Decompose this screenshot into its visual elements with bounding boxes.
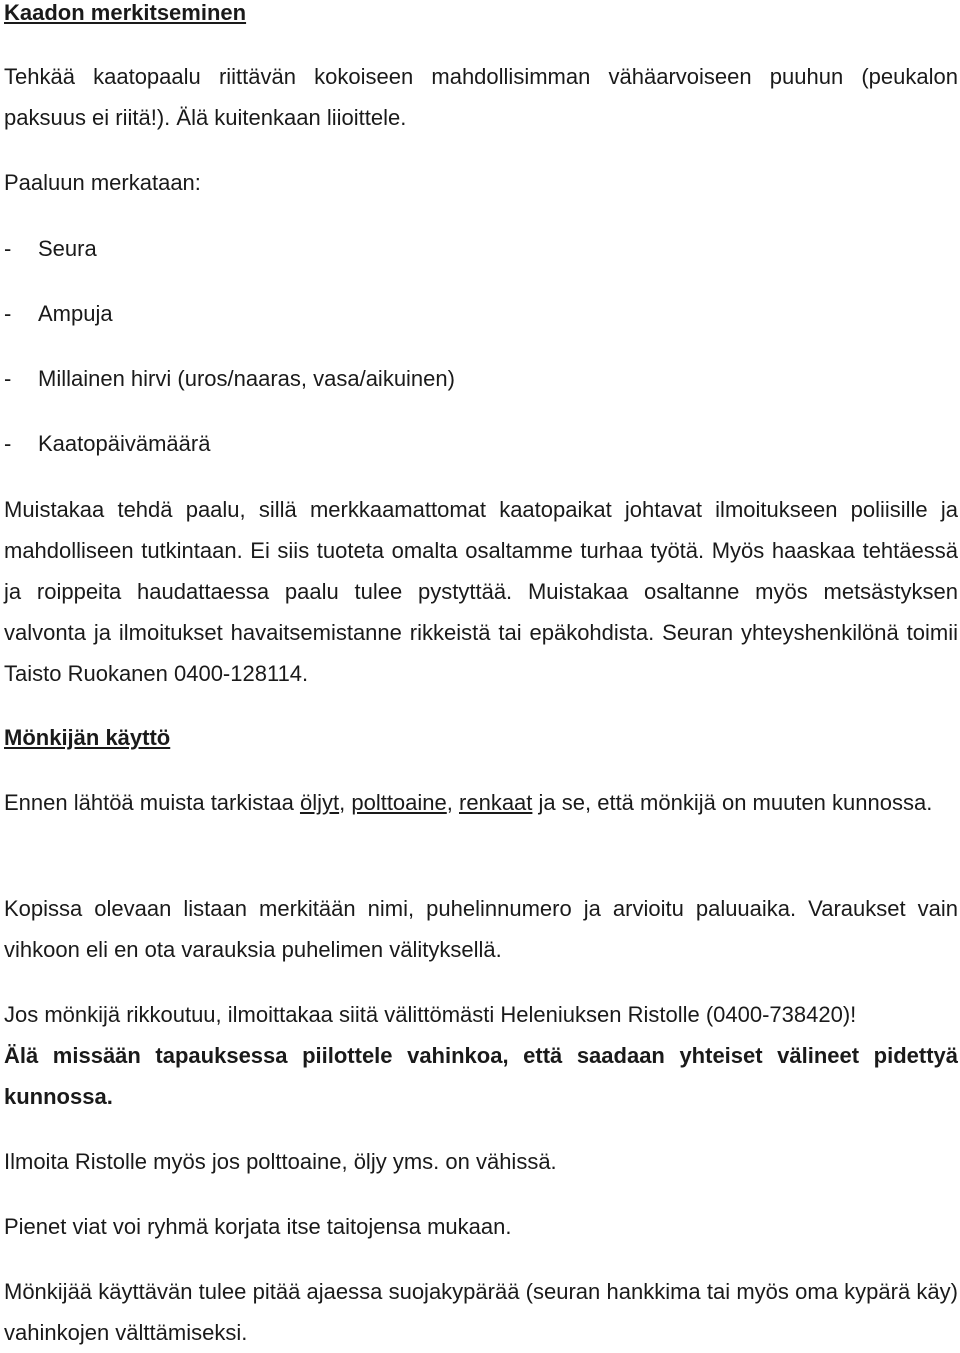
paragraph-booking: Kopissa olevaan listaan merkitään nimi, puhelinnumero ja arvioitu paluuaika. Varaukset vain vihkoon eli en ota varauksia puhelimen välityksellä.: [4, 896, 958, 962]
paragraph-breakdown: Jos mönkijä rikkoutuu, ilmoittakaa siitä välittömästi Heleniuksen Ristolle (0400-738420)!: [4, 1002, 857, 1027]
list-dash: -: [4, 366, 12, 391]
section-heading-kaadon-merkitseminen: Kaadon merkitseminen: [4, 0, 247, 25]
list-item: [4, 228, 958, 269]
list-item: [4, 358, 958, 399]
list-dash: -: [4, 301, 12, 326]
list-dash: -: [4, 431, 12, 456]
list-item-text: Kaatopäivämäärä: [38, 431, 211, 456]
paragraph-paalu-reminder: Muistakaa tehdä paalu, sillä merkkaamattomat kaatopaikat johtavat ilmoitukseen poliisille ja mahdolliseen tutkintaan. Ei siis tuoteta omalta osaltamme turhaa työtä. Myös haaskaa tehtäessä ja roippeita haudattaessa paalu tulee pystyttää. Muistakaa osaltanne myös metsästyksen valvonta ja ilmoitukset havaitsemistanne rikkeistä tai epäkohdista. Seuran yhteyshenkilönä toimii Taisto Ruokanen 0400-128114.: [4, 497, 958, 686]
paragraph-kaatopaalu-intro: Tehkää kaatopaalu riittävän kokoiseen mahdollisimman vähäarvoiseen puuhun (peukalon paksuus ei riitä!). Älä kuitenkaan liioittele.: [4, 64, 958, 130]
list-intro: Paaluun merkataan:: [4, 170, 201, 195]
list-dash: -: [4, 236, 12, 261]
check-text-before: Ennen lähtöä muista tarkistaa: [4, 790, 294, 815]
separator: ,: [446, 790, 453, 815]
separator: ,: [339, 790, 346, 815]
paragraph-pre-ride-check: [4, 782, 958, 823]
check-text-after: ja se, että mönkijä on muuten kunnossa.: [538, 790, 933, 815]
paragraph-fuel-notice: Ilmoita Ristolle myös jos polttoaine, öljy yms. on vähissä.: [4, 1149, 557, 1174]
list-item: [4, 293, 958, 334]
paragraph-warning: Älä missään tapauksessa piilottele vahinkoa, että saadaan yhteiset välineet pidettyä kunnossa.: [4, 1043, 958, 1109]
check-item-fuel: polttoaine: [351, 790, 447, 815]
list-item-text: Seura: [38, 236, 97, 261]
list-item-text: Ampuja: [38, 301, 113, 326]
list-item-text: Millainen hirvi (uros/naaras, vasa/aikuinen): [38, 366, 455, 391]
section-heading-monkijan-kaytto: Mönkijän käyttö: [4, 725, 171, 750]
check-item-tyres: renkaat: [459, 790, 533, 815]
paragraph-repairs: Pienet viat voi ryhmä korjata itse taitojensa mukaan.: [4, 1214, 512, 1239]
list-item: [4, 423, 958, 464]
check-item-oil: öljyt: [299, 790, 340, 815]
paragraph-helmet: Mönkijää käyttävän tulee pitää ajaessa suojakypärää (seuran hankkima tai myös oma kypärä käy) vahinkojen välttämiseksi.: [4, 1279, 958, 1345]
